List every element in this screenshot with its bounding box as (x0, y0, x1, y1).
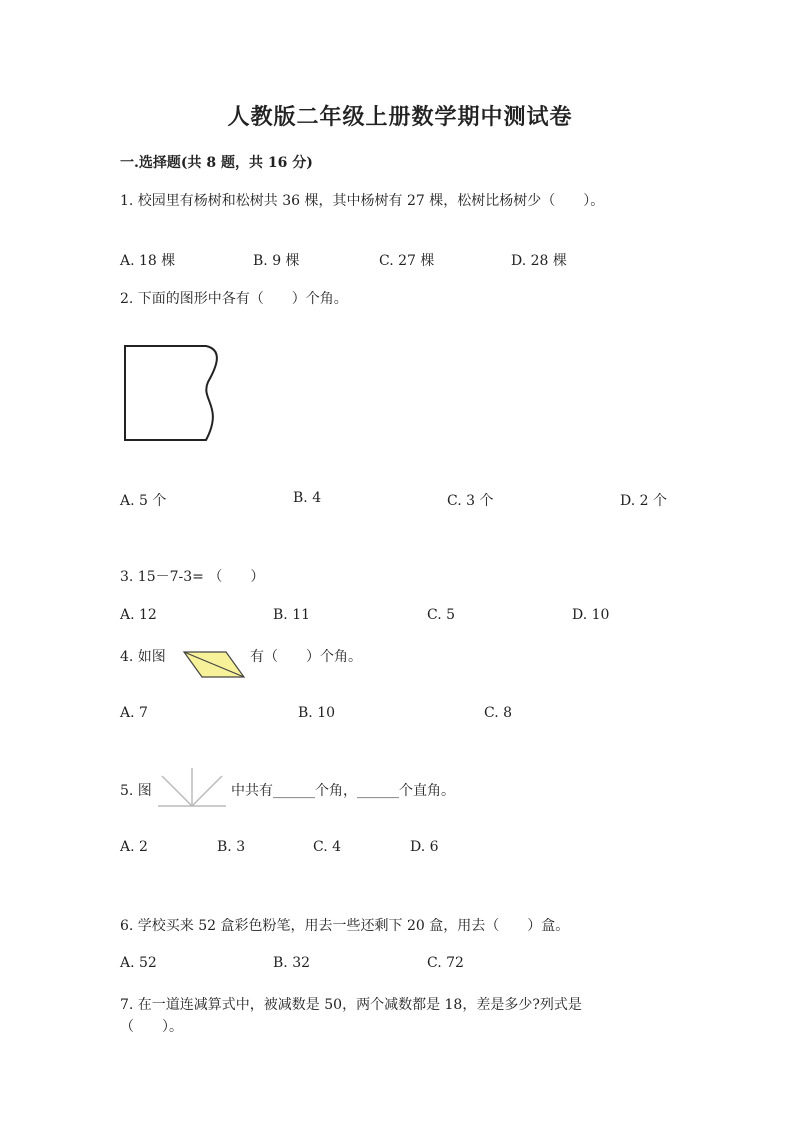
question-5-option-c: C. 4 (313, 839, 342, 855)
rays-figure (156, 766, 228, 810)
question-3-option-d: D. 10 (572, 607, 610, 623)
question-1-option-b: B. 9 棵 (253, 253, 300, 269)
question-4-text-after: 有（ ）个角。 (250, 649, 362, 665)
question-1-option-a: A. 18 棵 (120, 253, 176, 269)
question-5-option-d: D. 6 (410, 839, 439, 855)
question-4-option-a: A. 7 (120, 705, 148, 721)
question-7-line-2: （ ）。 (120, 1019, 183, 1035)
question-2-option-a: A. 5 个 (120, 493, 167, 509)
question-4-option-c: C. 8 (484, 705, 513, 721)
wavy-square-figure (124, 344, 224, 444)
question-2-option-d: D. 2 个 (620, 493, 667, 509)
section-heading: 一.选择题(共 8 题，共 16 分) (120, 155, 313, 171)
page-title: 人教版二年级上册数学期中测试卷 (227, 104, 573, 130)
question-5-text-before: 5. 图 (120, 783, 152, 799)
question-3-option-b: B. 11 (273, 607, 311, 623)
question-5-text-after: 中共有______个角，______个直角。 (231, 783, 455, 799)
question-5-option-a: A. 2 (120, 839, 148, 855)
question-1-option-d: D. 28 棵 (511, 253, 567, 269)
question-3-option-a: A. 12 (120, 607, 157, 623)
parallelogram-figure (182, 650, 246, 680)
question-1-option-c: C. 27 棵 (379, 253, 435, 269)
question-6-option-c: C. 72 (427, 955, 464, 971)
question-2-text: 2. 下面的图形中各有（ ）个角。 (120, 291, 348, 307)
question-6-text: 6. 学校买来 52 盒彩色粉笔，用去一些还剩下 20 盒，用去（ ）盒。 (120, 918, 570, 934)
question-5-option-b: B. 3 (217, 839, 246, 855)
question-4-option-b: B. 10 (298, 705, 336, 721)
question-6-option-b: B. 32 (273, 955, 311, 971)
question-3-option-c: C. 5 (427, 607, 456, 623)
question-7-line-1: 7. 在一道连减算式中，被减数是 50，两个减数都是 18，差是多少?列式是 (120, 997, 582, 1013)
question-1-text: 1. 校园里有杨树和松树共 36 棵，其中杨树有 27 棵，松树比杨树少（ ）。 (120, 193, 605, 209)
question-4-text-before: 4. 如图 (120, 649, 166, 665)
question-2-option-c: C. 3 个 (447, 493, 494, 509)
question-2-option-b: B. 4 (293, 490, 322, 506)
question-3-text: 3. 15－7-3= （ ） (120, 569, 265, 585)
question-6-option-a: A. 52 (120, 955, 157, 971)
